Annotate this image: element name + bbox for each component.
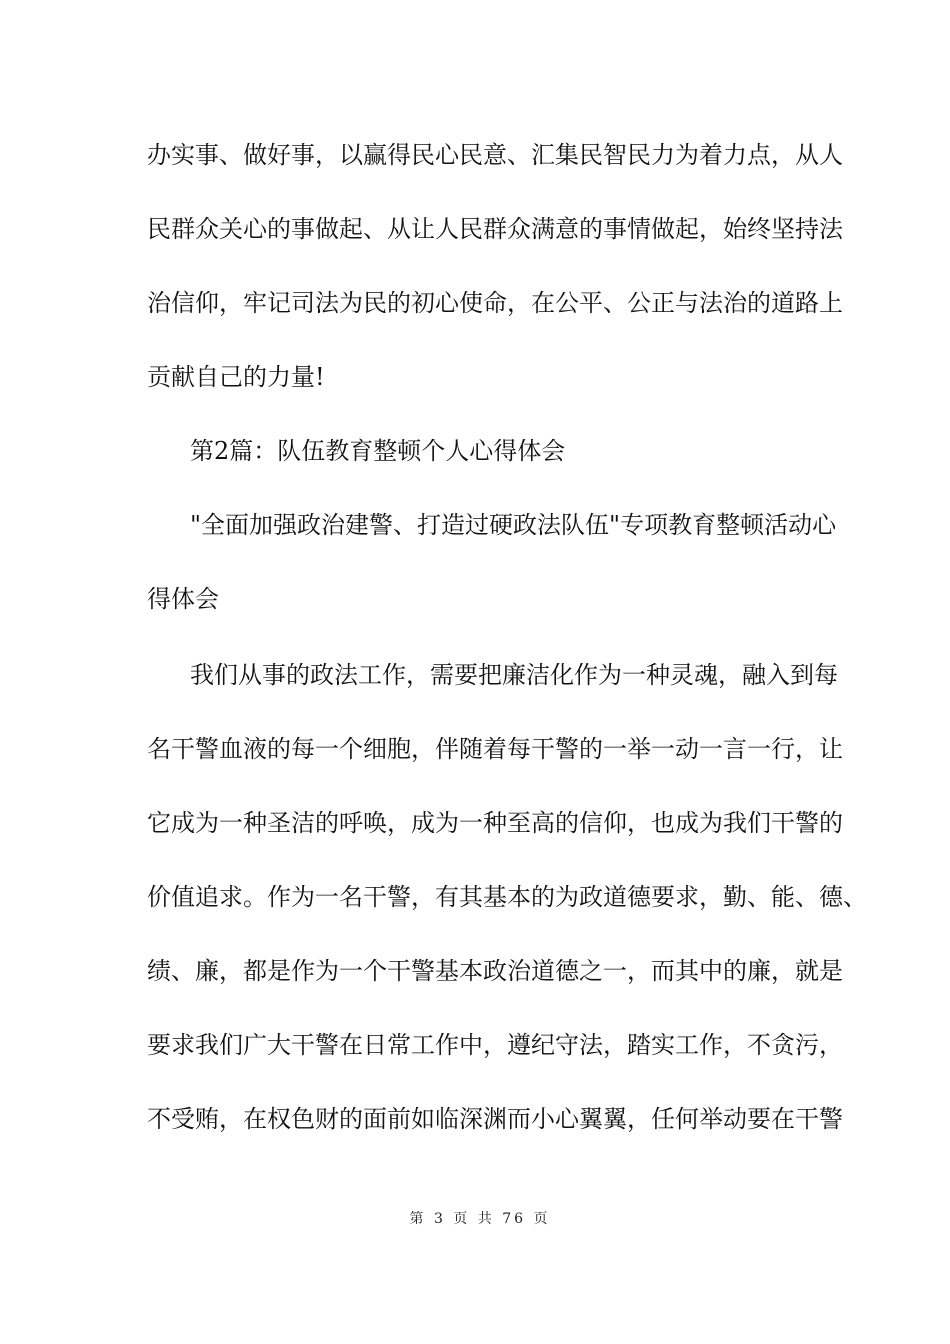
paragraph-line: 民群众关心的事做起、从让人民群众满意的事情做起，始终坚持法 [147,215,843,243]
page-number-footer: 第 3 页 共 76 页 [409,1211,551,1227]
section-heading: 第2篇：队伍教育整顿个人心得体会 [190,437,566,465]
paragraph-line: 要求我们广大干警在日常工作中，遵纪守法，踏实工作，不贪污， [147,1031,843,1059]
paragraph-line: 名干警血液的每一个细胞，伴随着每干警的一举一动一言一行，让 [147,735,843,763]
paragraph-line: 我们从事的政法工作，需要把廉洁化作为一种灵魂，融入到每 [190,661,838,689]
paragraph-line: 办实事、做好事，以赢得民心民意、汇集民智民力为着力点，从人 [147,141,843,169]
paragraph-line: 得体会 [147,585,219,613]
paragraph-line: 不受贿，在权色财的面前如临深渊而小心翼翼，任何举动要在干警 [147,1105,843,1133]
paragraph-line: "全面加强政治建警、打造过硬政法队伍"专项教育整顿活动心 [190,511,837,539]
paragraph-line: 治信仰，牢记司法为民的初心使命，在公平、公正与法治的道路上 [147,289,843,317]
paragraph-line: 贡献自己的力量! [147,363,325,391]
paragraph-line: 价值追求。作为一名干警，有其基本的为政道德要求，勤、能、德、 [147,883,867,911]
paragraph-line: 绩、廉，都是作为一个干警基本政治道德之一，而其中的廉，就是 [147,957,843,985]
paragraph-line: 它成为一种圣洁的呼唤，成为一种至高的信仰，也成为我们干警的 [147,809,843,837]
